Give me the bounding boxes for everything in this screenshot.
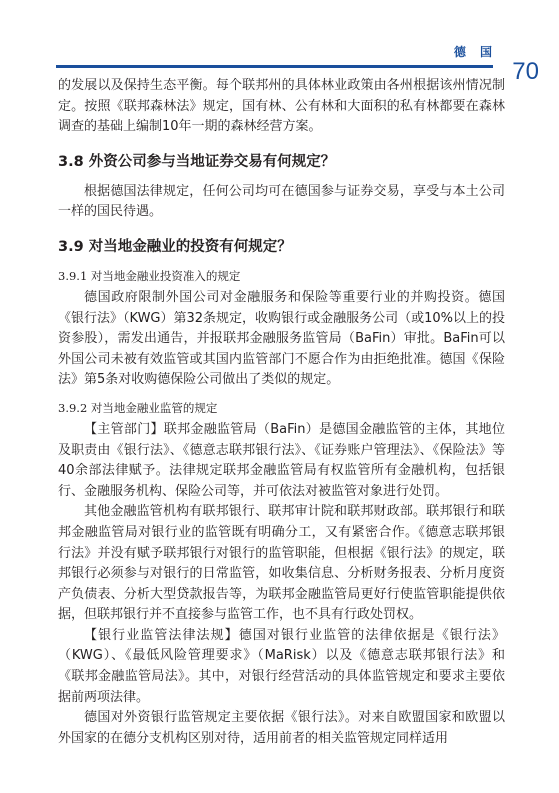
section-3-9-2-heading: 3.9.2 对当地金融业监管的规定 xyxy=(58,400,218,415)
section-3-9-1-heading: 3.9.1 对当地金融业投资准入的规定 xyxy=(58,268,241,283)
foreign-bank-paragraph: 德国对外资银行监管规定主要依据《银行法》。对来自欧盟国家和欧盟以外国家的在德分支机构区别对待，适用前者的相关监管规定同样适用 xyxy=(58,710,505,746)
banking-laws-paragraph: 【银行业监管法律法规】德国对银行业监管的法律依据是《银行法》（KWG）、《最低风险管理要求》（MaRisk）以及《德意志联邦银行法》和《联邦金融监管局法》。其中，对银行经营活动的具体监管规定和要求主要依据前两项法律。 xyxy=(58,627,505,705)
page-number: 70 xyxy=(512,58,539,85)
intro-paragraph: 的发展以及保持生态平衡。每个联邦州的具体林业政策由各州根据该州情况制定。按照《联邦森林法》规定，国有林、公有林和大面积的私有林都要在森林调查的基础上编制10年一期的森林经营方案。 xyxy=(58,78,505,135)
regulator-paragraph: 【主管部门】联邦金融监管局（BaFin）是德国金融监管的主体，其地位及职责由《银行法》、《德意志联邦银行法》、《证券账户管理法》、《保险法》等40余部法律赋予。法律规定联邦金融监管局有权监管所有金融机构，包括银行、金融服务机构、保险公司等，并可依法对被监管对象进行处罚。 xyxy=(58,421,505,499)
section-3-9-heading: 3.9 对当地金融业的投资有何规定？ xyxy=(58,238,292,255)
section-3-9-1-paragraph: 德国政府限制外国公司对金融服务和保险等重要行业的并购投资。德国《银行法》（KWG）第32条规定，收购银行或金融服务公司（或10%以上的投资参股），需发出通告，并报联邦金融服务监管局（BaFin）审批。BaFin可以外国公司未被有效监管或其国内监管部门不愿合作为由拒绝批准。德国《保险法》第5条对收购德保险公司做出了类似的规定。 xyxy=(58,289,505,388)
page-content xyxy=(58,76,505,749)
other-regulators-paragraph: 其他金融监管机构有联邦银行、联邦审计院和联邦财政部。联邦银行和联邦金融监管局对银行业的监管既有明确分工，又有紧密合作。《德意志联邦银行法》并没有赋予联邦银行对银行的监管职能，但根据《银行法》的规定，联邦银行必须参与对银行的日常监管，如收集信息、分析财务报表、分析月度资产负债表、分析大型贷款报告等，为联邦金融监管局更好行使监管职能提供依据，但联邦银行并不直接参与监管工作，也不具有行政处罚权。 xyxy=(58,504,505,623)
header-rule xyxy=(56,65,493,68)
section-3-8-paragraph: 根据德国法律规定，任何公司均可在德国参与证券交易，享受与本土公司一样的国民待遇。 xyxy=(58,183,505,220)
section-3-8-heading: 3.8 外资公司参与当地证券交易有何规定？ xyxy=(58,153,336,170)
header-country: 德 国 xyxy=(453,45,497,59)
